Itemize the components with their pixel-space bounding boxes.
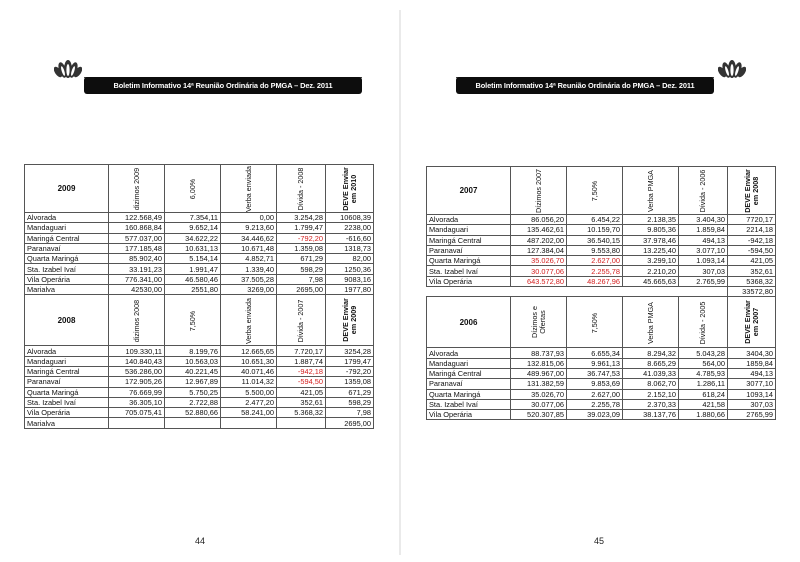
table-cell: 34.622,22 (165, 233, 221, 243)
table-cell: 37.978,46 (623, 235, 679, 245)
table-row (25, 418, 374, 428)
table-cell: 776.341,00 (109, 274, 165, 284)
church-name: Paranavaí (25, 377, 109, 387)
table-cell: 52.880,66 (165, 408, 221, 418)
table-cell: 8.062,70 (623, 379, 679, 389)
column-header-label: 7,50% (589, 180, 599, 202)
page-number: 44 (195, 536, 206, 546)
column-header-label: Dízimos 2007 (533, 169, 543, 213)
column-header (109, 165, 165, 213)
table-cell: 35.026,70 (511, 256, 567, 266)
table-cell: 421,05 (728, 256, 776, 266)
table-cell: 9083,16 (326, 274, 374, 284)
table-cell: 520.307,85 (511, 410, 567, 420)
table-cell: 2.152,10 (623, 389, 679, 399)
table-cell: 76.669,99 (109, 387, 165, 397)
table-cell: 12.665,65 (221, 346, 277, 356)
table-cell: 4.852,71 (221, 254, 277, 264)
table-cell: 5368,32 (728, 276, 776, 286)
church-name: Vila Operária (427, 276, 511, 286)
table-cell: 671,29 (277, 254, 326, 264)
header-banner: Boletim Informativo 14ª Reunião Ordinária do PMGA – Dez. 2011 (84, 77, 362, 94)
table-cell: 4.785,93 (679, 368, 728, 378)
table-row (25, 254, 374, 264)
table-cell: 34.446,62 (221, 233, 277, 243)
table-cell: 40.221,45 (165, 366, 221, 376)
column-header-label: Dízimos e Ofertas (529, 306, 547, 339)
column-header (567, 167, 623, 215)
table-cell: 46.580,46 (165, 274, 221, 284)
table-row (427, 235, 776, 245)
table-cell: -792,20 (277, 233, 326, 243)
table-row (427, 389, 776, 399)
table-cell: 7.720,17 (277, 346, 326, 356)
header-banner: Boletim Informativo 14ª Reunião Ordinária do PMGA – Dez. 2011 (456, 77, 714, 94)
table-cell: 5.750,25 (165, 387, 221, 397)
table-cell: 10.563,03 (165, 356, 221, 366)
table-cell: 41.039,33 (623, 368, 679, 378)
table-cell: 7,98 (277, 274, 326, 284)
church-name: Mandaguari (25, 356, 109, 366)
table-cell: 1.093,14 (679, 256, 728, 266)
table-cell: -594,50 (277, 377, 326, 387)
column-header-label: DEVE Enviar em 2007 (742, 300, 760, 345)
table-cell: 577.037,00 (109, 233, 165, 243)
table-row (427, 266, 776, 276)
table-cell: 0,00 (221, 213, 277, 223)
year-label: 2008 (25, 295, 109, 346)
column-header (221, 165, 277, 213)
table-cell: 82,00 (326, 254, 374, 264)
year-label: 2007 (427, 167, 511, 215)
table-header-row (25, 165, 374, 213)
table-cell: 36.305,10 (109, 397, 165, 407)
church-name: Vila Operária (427, 410, 511, 420)
table-cell: 2.255,78 (567, 399, 623, 409)
table-row (427, 256, 776, 266)
table-cell: 10608,39 (326, 213, 374, 223)
table-cell: 8.294,32 (623, 348, 679, 358)
church-name: Alvorada (427, 348, 511, 358)
table-cell: 30.077,06 (511, 399, 567, 409)
column-header (623, 167, 679, 215)
table-row (25, 397, 374, 407)
table-cell: -594,50 (728, 245, 776, 255)
column-header-label: DEVE Enviar em 2010 (340, 166, 358, 211)
table-cell: 2.255,78 (567, 266, 623, 276)
table-cell: -942,18 (277, 366, 326, 376)
table-row (25, 233, 374, 243)
table-cell: 11.014,32 (221, 377, 277, 387)
table-cell: 10.631,13 (165, 243, 221, 253)
table-cell: 1.880,66 (679, 410, 728, 420)
table-cell: 37.505,28 (221, 274, 277, 284)
table-row (25, 243, 374, 253)
table-cell: 1.799,47 (277, 223, 326, 233)
table-cell: 1.887,74 (277, 356, 326, 366)
table-row (25, 223, 374, 233)
column-header (277, 295, 326, 346)
total-value: 33572,80 (728, 287, 776, 297)
year-label: 2009 (25, 165, 109, 213)
table-cell: 2.210,20 (623, 266, 679, 276)
table-cell: 352,61 (277, 397, 326, 407)
table-cell: 421,05 (277, 387, 326, 397)
table-cell: 3269,00 (221, 285, 277, 295)
table-cell: 1250,36 (326, 264, 374, 274)
table-cell: 177.185,48 (109, 243, 165, 253)
table-row (25, 408, 374, 418)
column-header (623, 297, 679, 348)
church-name: Marialva (25, 285, 109, 295)
table-row (427, 245, 776, 255)
table-cell: 36.540,15 (567, 235, 623, 245)
table-cell: 2.138,35 (623, 215, 679, 225)
table-cell: 9.853,69 (567, 379, 623, 389)
table-cell: 1093,14 (728, 389, 776, 399)
church-name: Quarta Maringá (427, 389, 511, 399)
column-header-label: 7,50% (187, 310, 197, 332)
column-header-label: Dívida - 2007 (296, 299, 305, 343)
column-header (326, 165, 374, 213)
column-header (511, 167, 567, 215)
table-cell: 3254,28 (326, 346, 374, 356)
table-cell: 7720,17 (728, 215, 776, 225)
column-header (326, 295, 374, 346)
table-cell: 131.382,59 (511, 379, 567, 389)
table-cell: -792,20 (326, 366, 374, 376)
column-header (109, 295, 165, 346)
table-cell: 58.241,00 (221, 408, 277, 418)
church-name: Paranavaí (427, 379, 511, 389)
table-row (427, 379, 776, 389)
total-row (427, 287, 776, 297)
table-cell: 2238,00 (326, 223, 374, 233)
church-name: Mandaguari (427, 358, 511, 368)
table-row (427, 348, 776, 358)
table-cell: 10.671,48 (221, 243, 277, 253)
table-cell: 1.286,11 (679, 379, 728, 389)
church-name: Marialva (25, 418, 109, 428)
table-cell: 3.299,10 (623, 256, 679, 266)
table-cell: 494,13 (679, 235, 728, 245)
church-name: Alvorada (25, 213, 109, 223)
table-header-row (25, 295, 374, 346)
year-label: 2006 (427, 297, 511, 348)
table-cell: 5.154,14 (165, 254, 221, 264)
table-cell: 1859,84 (728, 358, 776, 368)
table-cell (109, 418, 165, 428)
table-cell: 36.747,53 (567, 368, 623, 378)
table-cell: 3404,30 (728, 348, 776, 358)
table-cell: 39.023,09 (567, 410, 623, 420)
table-cell: 705.075,41 (109, 408, 165, 418)
table-cell: 2695,00 (326, 418, 374, 428)
table-cell: 5.500,00 (221, 387, 277, 397)
table-row (427, 399, 776, 409)
table-cell: 2214,18 (728, 225, 776, 235)
table-cell: 45.665,63 (623, 276, 679, 286)
table-cell: 3.077,10 (679, 245, 728, 255)
column-header-label: DEVE Enviar em 2009 (340, 298, 358, 343)
table-cell: 35.026,70 (511, 389, 567, 399)
table-header-row (427, 297, 776, 348)
column-header-label: Dívida - 2006 (698, 169, 707, 213)
table-row (25, 346, 374, 356)
table-cell: 42530,00 (109, 285, 165, 295)
lotus-flame-logo-icon (718, 58, 746, 80)
column-header-label: 6,00% (187, 178, 197, 200)
table-cell: 489.967,00 (511, 368, 567, 378)
church-name: Maringá Central (427, 235, 511, 245)
table-cell: 9.213,60 (221, 223, 277, 233)
table-row (25, 377, 374, 387)
table-cell: 643.572,80 (511, 276, 567, 286)
column-header (165, 165, 221, 213)
table-cell: 2765,99 (728, 410, 776, 420)
column-header-label: dizimos 2008 (131, 299, 141, 343)
empty-cell (427, 287, 511, 297)
table-cell: 122.568,49 (109, 213, 165, 223)
table-cell: 2.765,99 (679, 276, 728, 286)
column-header (679, 297, 728, 348)
column-header (277, 165, 326, 213)
table-row (427, 225, 776, 235)
column-header (679, 167, 728, 215)
church-name: Quarta Maringá (427, 256, 511, 266)
table-cell: 86.056,20 (511, 215, 567, 225)
table-cell: 1.359,08 (277, 243, 326, 253)
table-cell: 48.267,96 (567, 276, 623, 286)
column-header (728, 167, 776, 215)
table-cell: 2695,00 (277, 285, 326, 295)
table-cell: 2.627,00 (567, 256, 623, 266)
column-header-label: dizimos 2009 (131, 167, 141, 211)
table-cell: 109.330,11 (109, 346, 165, 356)
table-row (427, 368, 776, 378)
table-row (427, 410, 776, 420)
column-header-label: Verba enviada (243, 297, 253, 344)
table-row (427, 358, 776, 368)
table-cell: 3.404,30 (679, 215, 728, 225)
table-cell: 618,24 (679, 389, 728, 399)
table-cell: 9.652,14 (165, 223, 221, 233)
church-name: Alvorada (427, 215, 511, 225)
table-cell: 598,29 (326, 397, 374, 407)
table-cell: 494,13 (728, 368, 776, 378)
table-cell: 9.553,80 (567, 245, 623, 255)
table-cell: 6.454,22 (567, 215, 623, 225)
church-name: Paranavaí (427, 245, 511, 255)
table-cell: 564,00 (679, 358, 728, 368)
church-name: Maringá Central (427, 368, 511, 378)
table-cell: 172.905,26 (109, 377, 165, 387)
table-cell: 160.868,84 (109, 223, 165, 233)
church-name: Mandaguari (427, 225, 511, 235)
church-name: Quarta Maringá (25, 254, 109, 264)
table-cell: 6.655,34 (567, 348, 623, 358)
table-cell: 2.477,20 (221, 397, 277, 407)
table-cell: 2551,80 (165, 285, 221, 295)
church-name: Sta. Izabel Ivaí (427, 266, 511, 276)
table-header-row (427, 167, 776, 215)
table-row (427, 276, 776, 286)
table-cell: 10.651,30 (221, 356, 277, 366)
table-cell: 85.902,40 (109, 254, 165, 264)
table-2009-2008 (24, 164, 374, 429)
table-cell: 8.199,76 (165, 346, 221, 356)
column-header-label: Verba PMGA (645, 301, 655, 344)
column-header (165, 295, 221, 346)
table-cell: 307,03 (679, 266, 728, 276)
table-cell: 88.737,93 (511, 348, 567, 358)
table-cell: 1799,47 (326, 356, 374, 366)
table-cell: 135.462,61 (511, 225, 567, 235)
table-cell: -942,18 (728, 235, 776, 245)
column-header (567, 297, 623, 348)
right-page (400, 0, 800, 562)
table-cell: 2.722,88 (165, 397, 221, 407)
table-cell: 352,61 (728, 266, 776, 276)
table-cell: 3077,10 (728, 379, 776, 389)
table-cell: 421,58 (679, 399, 728, 409)
table-cell: 30.077,06 (511, 266, 567, 276)
table-cell: 1359,08 (326, 377, 374, 387)
church-name: Quarta Maringá (25, 387, 109, 397)
church-name: Alvorada (25, 346, 109, 356)
table-cell (221, 418, 277, 428)
table-cell (277, 418, 326, 428)
column-header-label: DEVE Enviar em 2008 (742, 168, 760, 213)
table-cell: 38.137,76 (623, 410, 679, 420)
table-2007-2006 (426, 166, 776, 420)
table-cell: 536.286,00 (109, 366, 165, 376)
table-cell: 140.840,43 (109, 356, 165, 366)
table-cell: 5.368,32 (277, 408, 326, 418)
table-cell: 1.859,84 (679, 225, 728, 235)
table-cell: 307,03 (728, 399, 776, 409)
table-cell: 1977,80 (326, 285, 374, 295)
table-cell: 487.202,00 (511, 235, 567, 245)
table-row (25, 356, 374, 366)
table-row (25, 285, 374, 295)
column-header (728, 297, 776, 348)
church-name: Sta. Izabel Ivaí (427, 399, 511, 409)
table-cell: 132.815,06 (511, 358, 567, 368)
empty-cell (567, 287, 623, 297)
table-cell: 40.071,46 (221, 366, 277, 376)
page-number: 45 (594, 536, 605, 546)
table-cell: 127.384,04 (511, 245, 567, 255)
column-header-label: Dívida - 2008 (296, 167, 305, 211)
table-cell: 598,29 (277, 264, 326, 274)
table-row (427, 215, 776, 225)
table-row (25, 274, 374, 284)
column-header-label: Verba enviada (243, 166, 253, 212)
table-cell: 1.991,47 (165, 264, 221, 274)
column-header (511, 297, 567, 348)
table-cell: 3.254,28 (277, 213, 326, 223)
table-row (25, 264, 374, 274)
column-header-label: Dívida - 2005 (698, 301, 707, 345)
table-cell: 10.159,70 (567, 225, 623, 235)
column-header (221, 295, 277, 346)
table-row (25, 213, 374, 223)
table-cell: 9.805,36 (623, 225, 679, 235)
church-name: Paranavaí (25, 243, 109, 253)
table-cell: 2.370,33 (623, 399, 679, 409)
church-name: Mandaguari (25, 223, 109, 233)
column-header-label: Verba PMGA (645, 170, 655, 212)
empty-cell (623, 287, 679, 297)
table-cell: 33.191,23 (109, 264, 165, 274)
table-cell: 1318,73 (326, 243, 374, 253)
empty-cell (679, 287, 728, 297)
column-header-label: 7,50% (589, 312, 599, 334)
table-cell: 5.043,28 (679, 348, 728, 358)
table-cell: 2.627,00 (567, 389, 623, 399)
church-name: Sta. Izabel Ivaí (25, 397, 109, 407)
empty-cell (511, 287, 567, 297)
table-cell: -616,60 (326, 233, 374, 243)
lotus-flame-logo-icon (54, 58, 82, 80)
table-cell: 13.225,40 (623, 245, 679, 255)
church-name: Maringá Central (25, 366, 109, 376)
table-cell: 7,98 (326, 408, 374, 418)
table-row (25, 387, 374, 397)
table-cell: 12.967,89 (165, 377, 221, 387)
table-cell: 9.961,13 (567, 358, 623, 368)
table-cell: 7.354,11 (165, 213, 221, 223)
church-name: Maringá Central (25, 233, 109, 243)
table-cell (165, 418, 221, 428)
church-name: Sta. Izabel Ivaí (25, 264, 109, 274)
table-cell: 1.339,40 (221, 264, 277, 274)
table-cell: 8.665,29 (623, 358, 679, 368)
church-name: Vila Operária (25, 408, 109, 418)
church-name: Vila Operária (25, 274, 109, 284)
table-cell: 671,29 (326, 387, 374, 397)
table-row (25, 366, 374, 376)
